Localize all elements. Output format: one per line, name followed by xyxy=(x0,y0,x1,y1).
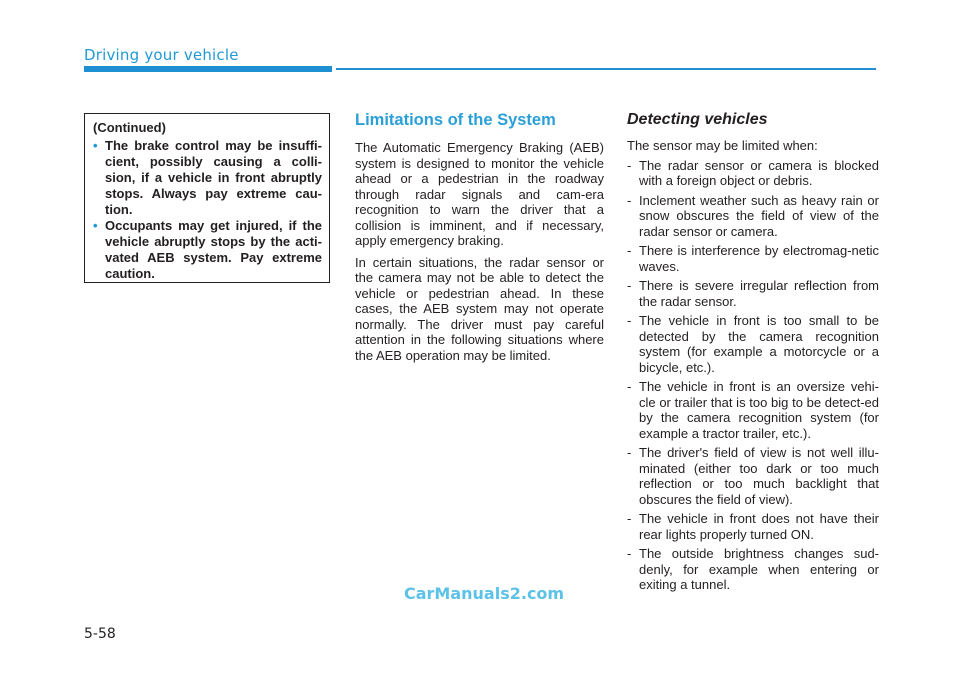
section-title: Driving your vehicle xyxy=(84,46,239,64)
watermark-link[interactable]: CarManuals2.com xyxy=(404,584,565,603)
detecting-item-text: The outside brightness changes sud-denly, for example when entering or exiting a tunnel. xyxy=(639,546,879,592)
bullet-icon: • xyxy=(93,138,98,153)
continued-label: (Continued) xyxy=(93,120,166,135)
caution-item xyxy=(93,138,322,218)
detecting-item xyxy=(627,511,879,542)
dash-icon: - xyxy=(627,278,632,293)
detecting-item xyxy=(627,546,879,593)
header-rule-thin xyxy=(336,68,876,70)
limitations-paragraph: In certain situations, the radar sensor or the camera may not be able to detect the vehicle or pedestrian ahead. In these cases, the AEB system may not operate normally. The driver must pay careful attention in the following situations where the AEB operation may be limited. xyxy=(355,254,604,363)
dash-icon: - xyxy=(627,192,632,208)
detecting-item xyxy=(627,313,879,375)
detecting-item-text: The vehicle in front is an oversize vehi-cle or trailer that is too big to be detect-ed by the camera recognition system (for example a tractor trailer, etc.). xyxy=(639,379,879,441)
detecting-item-text: There is interference by electromag-netic waves. xyxy=(639,243,879,274)
dash-icon: - xyxy=(627,157,632,173)
bullet-icon: • xyxy=(93,218,98,233)
detecting-intro: The sensor may be limited when: xyxy=(627,138,818,153)
dash-icon: - xyxy=(627,379,632,394)
caution-item-text: Occupants may get injured, if the vehicle abruptly stops by the acti-vated AEB system. Pay extreme caution. xyxy=(105,218,322,281)
limitations-column xyxy=(355,108,604,369)
detecting-item-text: The driver's field of view is not well illu-minated (either too dark or too much reflection or too much backlight that obscures the field of view). xyxy=(639,445,879,507)
detecting-item-text: Inclement weather such as heavy rain or snow obscures the field of view of the radar sensor or camera. xyxy=(639,192,879,239)
detecting-item-text: The vehicle in front does not have their rear lights properly turned ON. xyxy=(639,511,879,542)
detecting-item xyxy=(627,379,879,441)
dash-icon: - xyxy=(627,511,632,526)
dash-icon: - xyxy=(627,243,632,258)
dash-icon: - xyxy=(627,313,632,328)
caution-item xyxy=(93,218,322,282)
caution-box xyxy=(84,113,330,283)
header-rule-thick xyxy=(84,66,332,72)
dash-icon: - xyxy=(627,546,632,561)
limitations-paragraph: The Automatic Emergency Braking (AEB) system is designed to monitor the vehicle ahead or a pedestrian in the roadway through radar signals and cam-era recognition to warn the driver that a collision is imminent, and if necessary, apply emergency braking. xyxy=(355,140,604,248)
caution-item-text: The brake control may be insuffi-cient, possibly causing a colli-sion, if a vehicle in front abruptly stops. Always pay extreme cau-tion. xyxy=(105,138,322,217)
detecting-item-text: The vehicle in front is too small to be detected by the camera recognition system (for example a motorcycle or a bicycle, etc.). xyxy=(639,313,879,375)
page-number: 5-58 xyxy=(84,626,116,642)
detecting-item xyxy=(627,243,879,274)
limitations-heading: Limitations of the System xyxy=(355,111,556,129)
detecting-column xyxy=(627,108,879,597)
detecting-item-text: There is severe irregular reflection from the radar sensor. xyxy=(639,278,879,309)
detecting-item xyxy=(627,193,879,240)
detecting-item xyxy=(627,158,879,189)
detecting-item xyxy=(627,278,879,309)
dash-icon: - xyxy=(627,445,632,460)
detecting-heading: Detecting vehicles xyxy=(627,111,768,128)
detecting-item xyxy=(627,445,879,507)
detecting-item-text: The radar sensor or camera is blocked with a foreign object or debris. xyxy=(639,157,879,188)
